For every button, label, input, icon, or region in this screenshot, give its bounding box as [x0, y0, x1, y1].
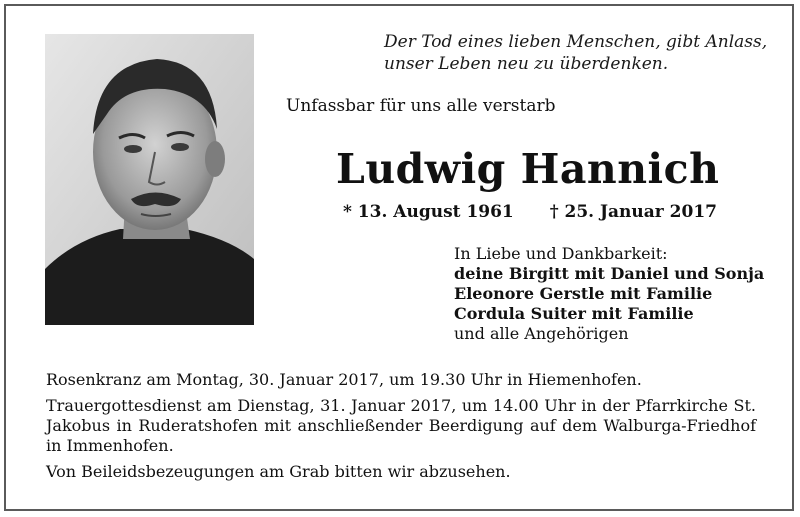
quote-line-2: unser Leben neu zu überdenken.: [384, 54, 669, 74]
mourners-lead: In Liebe und Dankbarkeit:: [454, 244, 668, 263]
deceased-name: Ludwig Hannich: [336, 145, 720, 193]
mourner-line-1: deine Birgitt mit Daniel und Sonja: [454, 264, 765, 283]
quote-line-1: Der Tod eines lieben Menschen, gibt Anlass,: [384, 32, 768, 52]
intro-text: Unfassbar für uns alle verstarb: [286, 96, 556, 116]
funeral-service-note: Trauergottesdienst am Dienstag, 31. Januar 2017, um 14.00 Uhr in der Pfarrkirche St. Jakobus in Ruderatshofen mit anschließender Beerdigung auf dem Walburga-Friedhof in Immenhofen.: [46, 396, 756, 455]
mourners-closing: und alle Angehörigen: [454, 324, 629, 343]
condolences-note: Von Beileidsbezeugungen am Grab bitten wir abzusehen.: [46, 462, 511, 481]
rosary-note: Rosenkranz am Montag, 30. Januar 2017, um 19.30 Uhr in Hiemenhofen.: [46, 370, 642, 389]
life-dates: [343, 201, 717, 223]
death-date: † 25. Januar 2017: [549, 202, 717, 222]
portrait-image: [45, 34, 254, 325]
epitaph-quote: [384, 31, 774, 75]
mourners-list: [454, 244, 764, 344]
service-notes: [46, 370, 756, 488]
mourner-line-3: Cordula Suiter mit Familie: [454, 304, 694, 323]
birth-date: * 13. August 1961: [343, 202, 514, 222]
mourner-line-2: Eleonore Gerstle mit Familie: [454, 284, 713, 303]
portrait-photo: [45, 34, 254, 325]
